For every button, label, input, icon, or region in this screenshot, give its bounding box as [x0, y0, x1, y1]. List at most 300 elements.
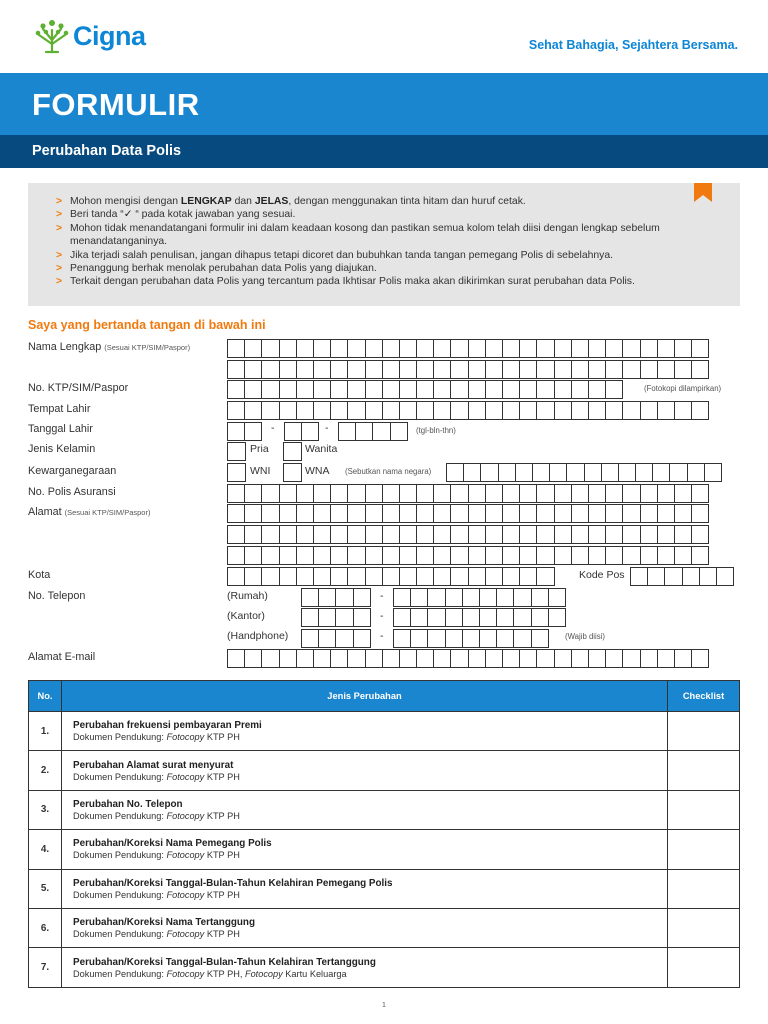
- alamat-grid-3[interactable]: [227, 546, 708, 565]
- char-box[interactable]: [433, 339, 451, 358]
- char-box[interactable]: [244, 649, 262, 668]
- char-box[interactable]: [554, 339, 572, 358]
- char-box[interactable]: [584, 463, 602, 482]
- char-box[interactable]: [244, 484, 262, 503]
- char-box[interactable]: [485, 360, 503, 379]
- char-box[interactable]: [399, 484, 417, 503]
- char-box[interactable]: [657, 525, 675, 544]
- char-box[interactable]: [244, 422, 262, 441]
- char-box[interactable]: [531, 588, 549, 607]
- char-box[interactable]: [536, 380, 554, 399]
- char-box[interactable]: [399, 567, 417, 586]
- char-box[interactable]: [365, 649, 383, 668]
- checklist-cell[interactable]: [668, 908, 740, 947]
- char-box[interactable]: [355, 422, 373, 441]
- char-box[interactable]: [433, 380, 451, 399]
- char-box[interactable]: [399, 339, 417, 358]
- char-box[interactable]: [588, 484, 606, 503]
- char-box[interactable]: [657, 546, 675, 565]
- char-box[interactable]: [410, 629, 428, 648]
- char-box[interactable]: [502, 649, 520, 668]
- checklist-cell[interactable]: [668, 790, 740, 829]
- char-box[interactable]: [382, 525, 400, 544]
- char-box[interactable]: [244, 546, 262, 565]
- char-box[interactable]: [622, 546, 640, 565]
- char-box[interactable]: [468, 484, 486, 503]
- char-box[interactable]: [548, 588, 566, 607]
- email-grid[interactable]: [227, 649, 708, 668]
- char-box[interactable]: [313, 546, 331, 565]
- char-box[interactable]: [588, 339, 606, 358]
- char-box[interactable]: [410, 608, 428, 627]
- char-box[interactable]: [450, 380, 468, 399]
- char-box[interactable]: [347, 504, 365, 523]
- char-box[interactable]: [393, 588, 411, 607]
- char-box[interactable]: [330, 380, 348, 399]
- char-box[interactable]: [330, 546, 348, 565]
- char-box[interactable]: [657, 484, 675, 503]
- char-box[interactable]: [622, 525, 640, 544]
- char-box[interactable]: [338, 422, 356, 441]
- char-box[interactable]: [347, 401, 365, 420]
- tempat-lahir-grid[interactable]: [227, 401, 708, 420]
- char-box[interactable]: [640, 484, 658, 503]
- char-box[interactable]: [468, 504, 486, 523]
- char-box[interactable]: [463, 463, 481, 482]
- char-box[interactable]: [416, 360, 434, 379]
- char-box[interactable]: [390, 422, 408, 441]
- char-box[interactable]: [554, 546, 572, 565]
- char-box[interactable]: [330, 484, 348, 503]
- char-box[interactable]: [244, 339, 262, 358]
- char-box[interactable]: [496, 629, 514, 648]
- char-box[interactable]: [532, 463, 550, 482]
- char-box[interactable]: [399, 649, 417, 668]
- char-box[interactable]: [261, 567, 279, 586]
- char-box[interactable]: [347, 649, 365, 668]
- char-box[interactable]: [519, 649, 537, 668]
- char-box[interactable]: [630, 567, 648, 586]
- char-box[interactable]: [416, 649, 434, 668]
- char-box[interactable]: [450, 360, 468, 379]
- char-box[interactable]: [450, 401, 468, 420]
- checklist-cell[interactable]: [668, 830, 740, 869]
- char-box[interactable]: [566, 463, 584, 482]
- char-box[interactable]: [622, 360, 640, 379]
- char-box[interactable]: [468, 360, 486, 379]
- char-box[interactable]: [416, 401, 434, 420]
- char-box[interactable]: [691, 649, 709, 668]
- char-box[interactable]: [227, 484, 245, 503]
- kantor-area-grid[interactable]: [301, 608, 370, 627]
- char-box[interactable]: [571, 649, 589, 668]
- thn-grid[interactable]: [338, 422, 407, 441]
- char-box[interactable]: [571, 525, 589, 544]
- char-box[interactable]: [296, 567, 314, 586]
- char-box[interactable]: [335, 629, 353, 648]
- char-box[interactable]: [674, 546, 692, 565]
- char-box[interactable]: [279, 649, 297, 668]
- char-box[interactable]: [605, 484, 623, 503]
- char-box[interactable]: [605, 401, 623, 420]
- char-box[interactable]: [416, 504, 434, 523]
- char-box[interactable]: [519, 360, 537, 379]
- char-box[interactable]: [468, 649, 486, 668]
- char-box[interactable]: [485, 567, 503, 586]
- char-box[interactable]: [480, 463, 498, 482]
- char-box[interactable]: [502, 401, 520, 420]
- char-box[interactable]: [588, 360, 606, 379]
- char-box[interactable]: [554, 649, 572, 668]
- char-box[interactable]: [716, 567, 734, 586]
- char-box[interactable]: [496, 588, 514, 607]
- checklist-cell[interactable]: [668, 948, 740, 987]
- char-box[interactable]: [313, 380, 331, 399]
- char-box[interactable]: [227, 504, 245, 523]
- char-box[interactable]: [416, 339, 434, 358]
- char-box[interactable]: [571, 546, 589, 565]
- char-box[interactable]: [479, 629, 497, 648]
- char-box[interactable]: [462, 629, 480, 648]
- char-box[interactable]: [605, 649, 623, 668]
- char-box[interactable]: [261, 649, 279, 668]
- char-box[interactable]: [513, 629, 531, 648]
- char-box[interactable]: [640, 401, 658, 420]
- char-box[interactable]: [601, 463, 619, 482]
- char-box[interactable]: [647, 567, 665, 586]
- char-box[interactable]: [450, 546, 468, 565]
- char-box[interactable]: [502, 546, 520, 565]
- char-box[interactable]: [445, 588, 463, 607]
- char-box[interactable]: [313, 649, 331, 668]
- char-box[interactable]: [301, 608, 319, 627]
- char-box[interactable]: [450, 567, 468, 586]
- char-box[interactable]: [674, 339, 692, 358]
- char-box[interactable]: [536, 567, 554, 586]
- char-box[interactable]: [588, 546, 606, 565]
- char-box[interactable]: [485, 504, 503, 523]
- char-box[interactable]: [618, 463, 636, 482]
- char-box[interactable]: [515, 463, 533, 482]
- char-box[interactable]: [502, 484, 520, 503]
- char-box[interactable]: [657, 504, 675, 523]
- char-box[interactable]: [502, 504, 520, 523]
- char-box[interactable]: [382, 484, 400, 503]
- char-box[interactable]: [301, 629, 319, 648]
- char-box[interactable]: [330, 567, 348, 586]
- char-box[interactable]: [485, 546, 503, 565]
- char-box[interactable]: [485, 525, 503, 544]
- rumah-area-grid[interactable]: [301, 588, 370, 607]
- char-box[interactable]: [227, 360, 245, 379]
- char-box[interactable]: [571, 504, 589, 523]
- char-box[interactable]: [536, 546, 554, 565]
- char-box[interactable]: [519, 546, 537, 565]
- char-box[interactable]: [301, 588, 319, 607]
- char-box[interactable]: [279, 339, 297, 358]
- char-box[interactable]: [382, 567, 400, 586]
- char-box[interactable]: [485, 649, 503, 668]
- char-box[interactable]: [261, 380, 279, 399]
- char-box[interactable]: [571, 380, 589, 399]
- char-box[interactable]: [536, 401, 554, 420]
- char-box[interactable]: [347, 567, 365, 586]
- char-box[interactable]: [330, 504, 348, 523]
- char-box[interactable]: [261, 525, 279, 544]
- handphone-prefix-grid[interactable]: [301, 629, 370, 648]
- alamat-grid-1[interactable]: [227, 504, 708, 523]
- char-box[interactable]: [485, 484, 503, 503]
- checklist-cell[interactable]: [668, 869, 740, 908]
- char-box[interactable]: [554, 484, 572, 503]
- char-box[interactable]: [605, 504, 623, 523]
- char-box[interactable]: [479, 608, 497, 627]
- char-box[interactable]: [318, 588, 336, 607]
- char-box[interactable]: [279, 504, 297, 523]
- char-box[interactable]: [296, 649, 314, 668]
- char-box[interactable]: [669, 463, 687, 482]
- char-box[interactable]: [330, 360, 348, 379]
- char-box[interactable]: [330, 525, 348, 544]
- char-box[interactable]: [330, 401, 348, 420]
- char-box[interactable]: [664, 567, 682, 586]
- char-box[interactable]: [261, 484, 279, 503]
- char-box[interactable]: [502, 360, 520, 379]
- char-box[interactable]: [433, 525, 451, 544]
- char-box[interactable]: [674, 401, 692, 420]
- char-box[interactable]: [691, 525, 709, 544]
- char-box[interactable]: [433, 567, 451, 586]
- char-box[interactable]: [347, 484, 365, 503]
- wna-checkbox[interactable]: [283, 463, 302, 482]
- char-box[interactable]: [536, 504, 554, 523]
- char-box[interactable]: [450, 525, 468, 544]
- char-box[interactable]: [468, 525, 486, 544]
- char-box[interactable]: [382, 649, 400, 668]
- char-box[interactable]: [279, 401, 297, 420]
- nama-grid-1[interactable]: [227, 339, 708, 358]
- char-box[interactable]: [640, 504, 658, 523]
- char-box[interactable]: [347, 525, 365, 544]
- checklist-cell[interactable]: [668, 712, 740, 751]
- char-box[interactable]: [433, 546, 451, 565]
- char-box[interactable]: [571, 401, 589, 420]
- char-box[interactable]: [433, 504, 451, 523]
- char-box[interactable]: [313, 484, 331, 503]
- char-box[interactable]: [227, 401, 245, 420]
- char-box[interactable]: [622, 649, 640, 668]
- char-box[interactable]: [365, 401, 383, 420]
- char-box[interactable]: [393, 608, 411, 627]
- char-box[interactable]: [279, 525, 297, 544]
- char-box[interactable]: [279, 380, 297, 399]
- char-box[interactable]: [691, 546, 709, 565]
- char-box[interactable]: [554, 380, 572, 399]
- char-box[interactable]: [382, 504, 400, 523]
- char-box[interactable]: [445, 629, 463, 648]
- char-box[interactable]: [244, 504, 262, 523]
- char-box[interactable]: [365, 546, 383, 565]
- char-box[interactable]: [674, 504, 692, 523]
- char-box[interactable]: [699, 567, 717, 586]
- char-box[interactable]: [353, 588, 371, 607]
- char-box[interactable]: [657, 339, 675, 358]
- char-box[interactable]: [382, 380, 400, 399]
- no-polis-grid[interactable]: [227, 484, 708, 503]
- char-box[interactable]: [365, 339, 383, 358]
- char-box[interactable]: [502, 525, 520, 544]
- char-box[interactable]: [536, 525, 554, 544]
- char-box[interactable]: [353, 629, 371, 648]
- char-box[interactable]: [279, 484, 297, 503]
- char-box[interactable]: [244, 525, 262, 544]
- char-box[interactable]: [296, 380, 314, 399]
- checklist-cell[interactable]: [668, 751, 740, 790]
- char-box[interactable]: [365, 380, 383, 399]
- char-box[interactable]: [588, 649, 606, 668]
- char-box[interactable]: [433, 484, 451, 503]
- char-box[interactable]: [519, 504, 537, 523]
- char-box[interactable]: [485, 380, 503, 399]
- char-box[interactable]: [433, 649, 451, 668]
- char-box[interactable]: [549, 463, 567, 482]
- char-box[interactable]: [284, 422, 302, 441]
- kota-grid[interactable]: [227, 567, 554, 586]
- char-box[interactable]: [554, 525, 572, 544]
- char-box[interactable]: [519, 401, 537, 420]
- char-box[interactable]: [382, 360, 400, 379]
- char-box[interactable]: [605, 360, 623, 379]
- char-box[interactable]: [399, 360, 417, 379]
- char-box[interactable]: [674, 484, 692, 503]
- char-box[interactable]: [622, 484, 640, 503]
- char-box[interactable]: [433, 401, 451, 420]
- char-box[interactable]: [296, 525, 314, 544]
- char-box[interactable]: [462, 588, 480, 607]
- char-box[interactable]: [445, 608, 463, 627]
- char-box[interactable]: [393, 629, 411, 648]
- char-box[interactable]: [382, 339, 400, 358]
- char-box[interactable]: [536, 339, 554, 358]
- char-box[interactable]: [468, 401, 486, 420]
- char-box[interactable]: [485, 339, 503, 358]
- char-box[interactable]: [554, 504, 572, 523]
- char-box[interactable]: [296, 401, 314, 420]
- char-box[interactable]: [468, 380, 486, 399]
- char-box[interactable]: [519, 380, 537, 399]
- char-box[interactable]: [657, 401, 675, 420]
- char-box[interactable]: [227, 380, 245, 399]
- char-box[interactable]: [536, 484, 554, 503]
- char-box[interactable]: [244, 401, 262, 420]
- char-box[interactable]: [261, 504, 279, 523]
- char-box[interactable]: [640, 649, 658, 668]
- char-box[interactable]: [399, 525, 417, 544]
- char-box[interactable]: [296, 360, 314, 379]
- char-box[interactable]: [571, 360, 589, 379]
- char-box[interactable]: [571, 339, 589, 358]
- char-box[interactable]: [347, 380, 365, 399]
- char-box[interactable]: [313, 360, 331, 379]
- char-box[interactable]: [416, 484, 434, 503]
- char-box[interactable]: [498, 463, 516, 482]
- char-box[interactable]: [318, 608, 336, 627]
- char-box[interactable]: [622, 339, 640, 358]
- char-box[interactable]: [318, 629, 336, 648]
- ktp-grid[interactable]: [227, 380, 622, 399]
- char-box[interactable]: [450, 339, 468, 358]
- tgl-grid[interactable]: [227, 422, 261, 441]
- char-box[interactable]: [416, 567, 434, 586]
- char-box[interactable]: [296, 484, 314, 503]
- char-box[interactable]: [682, 567, 700, 586]
- kode-pos-grid[interactable]: [630, 567, 733, 586]
- char-box[interactable]: [674, 649, 692, 668]
- char-box[interactable]: [335, 608, 353, 627]
- char-box[interactable]: [513, 588, 531, 607]
- char-box[interactable]: [261, 546, 279, 565]
- char-box[interactable]: [519, 525, 537, 544]
- char-box[interactable]: [519, 567, 537, 586]
- char-box[interactable]: [691, 339, 709, 358]
- char-box[interactable]: [279, 546, 297, 565]
- char-box[interactable]: [536, 649, 554, 668]
- char-box[interactable]: [468, 546, 486, 565]
- char-box[interactable]: [313, 504, 331, 523]
- char-box[interactable]: [296, 504, 314, 523]
- char-box[interactable]: [554, 360, 572, 379]
- char-box[interactable]: [674, 360, 692, 379]
- char-box[interactable]: [399, 504, 417, 523]
- char-box[interactable]: [536, 360, 554, 379]
- char-box[interactable]: [372, 422, 390, 441]
- char-box[interactable]: [365, 567, 383, 586]
- char-box[interactable]: [531, 608, 549, 627]
- char-box[interactable]: [674, 525, 692, 544]
- char-box[interactable]: [468, 339, 486, 358]
- char-box[interactable]: [313, 401, 331, 420]
- char-box[interactable]: [588, 525, 606, 544]
- char-box[interactable]: [502, 380, 520, 399]
- char-box[interactable]: [382, 401, 400, 420]
- char-box[interactable]: [588, 504, 606, 523]
- char-box[interactable]: [468, 567, 486, 586]
- handphone-number-grid[interactable]: [393, 629, 548, 648]
- char-box[interactable]: [513, 608, 531, 627]
- char-box[interactable]: [365, 525, 383, 544]
- char-box[interactable]: [279, 567, 297, 586]
- char-box[interactable]: [365, 484, 383, 503]
- char-box[interactable]: [502, 567, 520, 586]
- char-box[interactable]: [427, 608, 445, 627]
- char-box[interactable]: [462, 608, 480, 627]
- char-box[interactable]: [347, 360, 365, 379]
- char-box[interactable]: [330, 649, 348, 668]
- char-box[interactable]: [244, 567, 262, 586]
- char-box[interactable]: [691, 360, 709, 379]
- char-box[interactable]: [554, 401, 572, 420]
- char-box[interactable]: [605, 380, 623, 399]
- char-box[interactable]: [640, 339, 658, 358]
- kantor-number-grid[interactable]: [393, 608, 565, 627]
- char-box[interactable]: [313, 339, 331, 358]
- char-box[interactable]: [261, 339, 279, 358]
- char-box[interactable]: [244, 360, 262, 379]
- char-box[interactable]: [450, 649, 468, 668]
- char-box[interactable]: [433, 360, 451, 379]
- wanita-checkbox[interactable]: [283, 442, 302, 461]
- char-box[interactable]: [335, 588, 353, 607]
